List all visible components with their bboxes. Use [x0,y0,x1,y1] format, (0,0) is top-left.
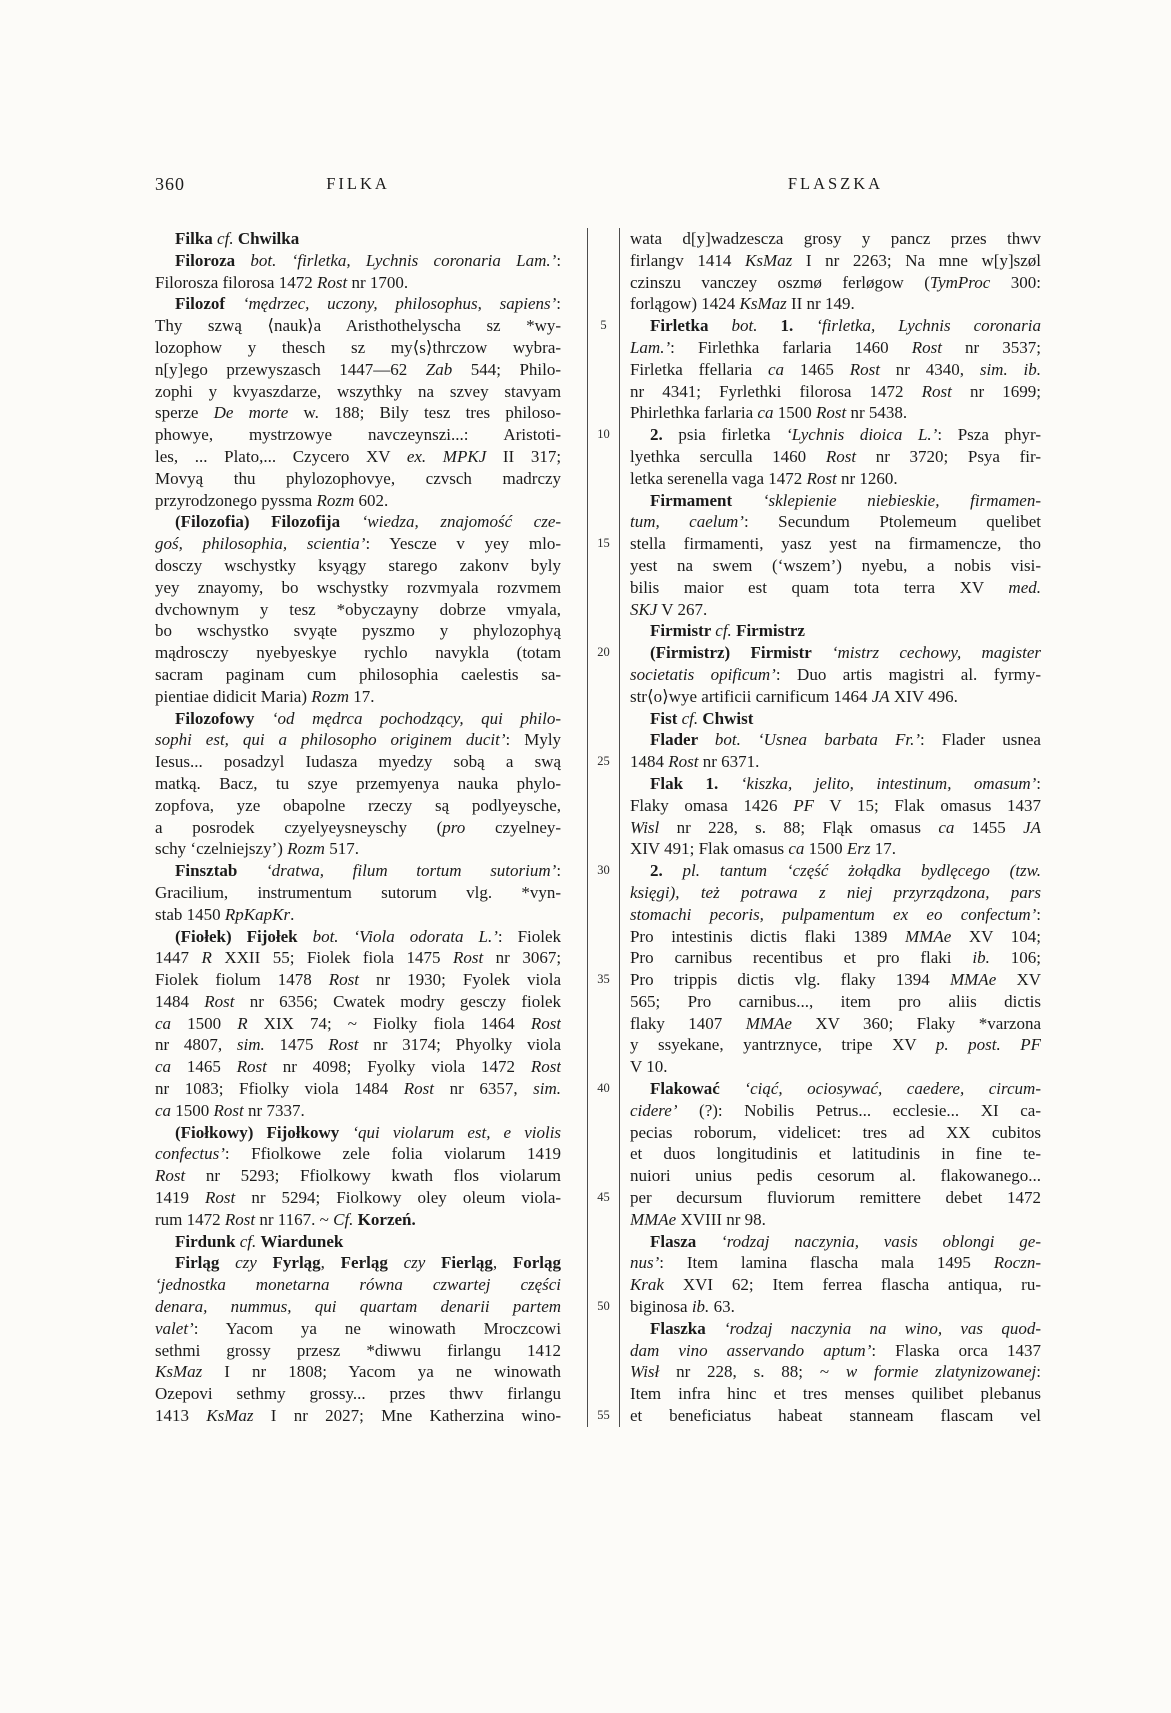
text-line: zopfova, yze obapolne rzeczy są podlyeysche, [155,795,562,815]
text-line: (Fiołek) Fijołek bot. ‘Viola odorata L.’: Fiolek [175,926,562,946]
text-line: ca 1500 R XIX 74; ~ Fiolky fiola 1464 Rost [155,1013,562,1033]
text-line: Firletka ffellaria ca 1465 Rost nr 4340, sim. ib. [629,359,1041,379]
text-line: yest na swem (‘wszem’) nyebu, a nobis visi- [629,555,1041,575]
text-line: lozophow y thesch sz my⟨s⟩thrczow wybra- [155,337,562,357]
text-line: Flakować ‘ciąć, ociosywać, caedere, circum- [649,1079,1041,1099]
text-line: pientiae didicit Maria) Rozm 17. [155,686,375,706]
text-line: 1419 Rost nr 5294; Fiolkowy oley oleum viola- [155,1188,562,1208]
text-line: letka serenella vaga 1472 Rost nr 1260. [629,468,898,488]
text-line: societatis opificum’: Duo artis magistri al. fyrmy- [629,664,1041,684]
text-line: księgi), też potrawa z niej przyrządzona, pars [629,882,1041,902]
running-head-right: FLASZKA [787,174,884,193]
text-line: KsMaz I nr 1808; Yacom ya ne winowath [155,1362,562,1382]
text-line: Pro intestinis dictis flaki 1389 MMAe XV 104; [629,926,1041,946]
text-line: nr 4341; Fyrlethki filorosa 1472 Rost nr 1699; [629,381,1041,401]
text-line: Firletka bot. 1. ‘firletka, Lychnis coronaria [649,316,1041,336]
text-line: dosczy wschystky ksyągy starego zakonv byly [155,555,562,575]
text-line: y ssyekane, yantrznyce, tripe XV p. post. PF [629,1035,1041,1055]
text-line: stella firmamenti, yasz yest na firmamencze, tho [629,534,1041,554]
text-line: Flak 1. ‘kiszka, jelito, intestinum, omasum’: [649,773,1041,793]
text-line: sacram paginam cum philosophia caelestis sa- [155,664,562,684]
text-line: XIV 491; Flak omasus ca 1500 Erz 17. [629,839,896,859]
line-number: 30 [597,863,610,878]
text-line: MMAe XVIII nr 98. [629,1209,766,1229]
text-line: Phirlethka farlaria ca 1500 Rost nr 5438. [629,403,908,423]
text-line: lyethka serculla 1460 Rost nr 3720; Psya fir- [629,446,1041,466]
running-header [155,172,1041,196]
text-line: Wisł nr 228, s. 88; ~ w formie zlatynizowanej: [629,1362,1041,1382]
text-line: firlangv 1414 KsMaz I nr 2263; Na mne w[y]szøl [629,250,1041,270]
text-line: et duos longitudinis et latitudinis in fine te- [629,1144,1041,1164]
text-line: goś, philosophia, scientia’: Yescze v yey mlo- [155,534,562,554]
line-number: 35 [597,972,610,987]
text-line: a posrodek czyelyeysneyschy (pro czyelney- [155,817,562,837]
text-line: Filozof ‘mędrzec, uczony, philosophus, sapiens’: [175,294,562,314]
text-line: pecias roborum, videlicet: tres ad XX cubitos [629,1122,1041,1142]
text-line: Fist cf. Chwist [649,708,754,728]
text-line: Krak XVI 62; Item ferrea flascha antiqua, ru- [629,1275,1041,1295]
text-line: Rost nr 5293; Ffiolkowy kwath flos violarum [155,1166,562,1186]
text-line: str⟨o⟩wye artificii carnificum 1464 JA XIV 496. [629,686,958,706]
text-line: phowye, mystrzowye navczeynszi...: Aristoti- [155,425,562,445]
text-line: Wisl nr 228, s. 88; Fląk omasus ca 1455 JA [629,817,1041,837]
text-line: V 10. [629,1057,668,1077]
text-body [155,228,1041,1427]
text-line: bilis maior est quam tota terra XV med. [629,577,1041,597]
text-line: sethmi grossy przesz *diwwu firlangu 1412 [155,1340,562,1360]
text-line: Movyą thu phylozophovye, czvsch madrczy [155,468,562,488]
text-line: nr 1083; Ffiolky viola 1484 Rost nr 6357, sim. [155,1079,562,1099]
text-line: (Firmistrz) Firmistr ‘mistrz cechowy, magister [649,643,1041,663]
text-line: 1447 R XXII 55; Fiolek fiola 1475 Rost nr 3067; [155,948,562,968]
text-line: Fiolek fiolum 1478 Rost nr 1930; Fyolek viola [155,970,562,990]
line-number: 50 [597,1299,610,1314]
text-line: et beneficiatus habeat stanneam flascam vel [629,1406,1041,1426]
text-line: forlągow) 1424 KsMaz II nr 149. [629,294,855,314]
text-line: Pro trippis dictis vlg. flaky 1394 MMAe XV [629,970,1041,990]
text-line: sophi est, qui a philosopho originem ducit’: Myly [155,730,562,750]
page-content [155,172,1041,1427]
text-line: cidere’ (?): Nobilis Petrus... ecclesie... XI ca- [629,1100,1041,1120]
text-line: flaky 1407 MMAe XV 360; Flaky *varzona [629,1013,1041,1033]
left-column [155,228,561,1427]
text-line: Thy szwą ⟨nauk⟩a Aristhothelyscha sz *wy- [155,316,562,336]
text-line: Filoroza bot. ‘firletka, Lychnis coronaria Lam.’: [175,250,562,270]
text-line: 1413 KsMaz I nr 2027; Mne Katherzina wino- [155,1406,562,1426]
text-line: tum, caelum’: Secundum Ptolemeum quelibet [629,512,1041,532]
text-line: Flasza ‘rodzaj naczynia, vasis oblongi ge- [649,1231,1041,1251]
text-line: ‘jednostka monetarna równa czwartej części [155,1275,562,1295]
line-number: 40 [597,1081,610,1096]
text-line: Firmament ‘sklepienie niebieskie, firmamen- [649,490,1041,510]
text-line: przyrodzonego pyssma Rozm 602. [155,490,389,510]
text-line: denara, nummus, qui quartam denarii partem [155,1297,562,1317]
text-line: per decursum fluviorum remittere debet 1472 [629,1188,1041,1208]
text-line: stomachi pecoris, pulpamentum ex eo confectum’: [629,904,1041,924]
text-line: (Filozofia) Filozofija ‘wiedza, znajomość cze- [175,512,562,532]
text-line: nus’: Item lamina flascha mala 1495 Roczn- [629,1253,1041,1273]
line-number-gutter [587,228,620,1427]
text-line: zophi y kvyaszdarze, wszythky na szvey stavyam [155,381,562,401]
text-line: ca 1500 Rost nr 7337. [155,1100,305,1120]
text-line: wata d[y]wadzescza grosy y pancz przes thwv [629,229,1041,248]
text-line: Pro carnibus recentibus et pro flaki ib. 106; [629,948,1041,968]
text-line: Flaszka ‘rodzaj naczynia na wino, vas quod- [649,1318,1041,1338]
text-line: Item infra hinc et tres menses quilibet plebanus [629,1384,1041,1404]
text-line: Finsztab ‘dratwa, filum tortum sutorium’: [175,861,562,881]
text-line: yey znayomy, bo wschystky rozvmyala rozvmem [155,577,562,597]
text-line: Filozofowy ‘od mędrca pochodzący, qui philo- [175,708,562,728]
text-line: biginosa ib. 63. [629,1297,735,1317]
right-column [630,228,1041,1427]
text-line: Firląg czy Fyrląg, Ferląg czy Fierląg, Forląg [175,1253,562,1273]
text-line: 565; Pro carnibus..., item pro aliis dictis [629,991,1041,1011]
text-line: valet’: Yacom ya ne winowath Mroczcowi [155,1318,562,1338]
running-head-left: FILKA [326,174,390,193]
line-number: 55 [597,1408,610,1423]
text-line: dvchownym y tesz *obyczayny dobrze vmyala, [155,599,562,619]
line-number: 5 [600,318,607,333]
page-number: 360 [155,174,185,194]
text-line: mądrosczy nyebyeskye rychlo navykla (totam [155,643,562,663]
text-line: Ozepovi sethmy grossy... przes thwv firlangu [155,1384,562,1404]
text-line: Filka cf. Chwilka [175,229,300,248]
text-line: schy ‘czelniejszy’) Rozm 517. [155,839,359,859]
text-line: stab 1450 RpKapKr. [155,904,295,924]
text-line: nr 4807, sim. 1475 Rost nr 3174; Phyolky viola [155,1035,562,1055]
line-number: 45 [597,1190,610,1205]
text-line: czinszu vanczey oszmø ferløgow (TymProc 300: [629,272,1041,292]
text-line: ca 1465 Rost nr 4098; Fyolky viola 1472 Rost [155,1057,562,1077]
text-line: 2. pl. tantum ‘część żołądka bydlęcego (tzw. [649,861,1041,881]
text-line: Iesus... posadzyl Iudasza myedzy sobą a swą [155,752,562,772]
text-line: les, ... Plato,... Czycero XV ex. MPKJ II 317; [155,446,562,466]
text-line: (Fiołkowy) Fijołkowy ‘qui violarum est, e violis [175,1122,562,1142]
running-head-spacer [561,172,630,196]
text-line: Firdunk cf. Wiardunek [175,1231,344,1251]
text-line: Flader bot. ‘Usnea barbata Fr.’: Flader usnea [649,730,1041,750]
text-line: rum 1472 Rost nr 1167. ~ Cf. Korzeń. [155,1209,416,1229]
text-line: n[y]ego przewyszasch 1447—62 Zab 544; Philo- [155,359,562,379]
text-line: matką. Bacz, tu szye przemyenya nauka phylo- [155,773,562,793]
text-line: 1484 Rost nr 6371. [629,752,760,772]
text-line: SKJ V 267. [629,599,708,619]
text-line: Gracilium, instrumentum sutorum vlg. *vyn- [155,882,562,902]
text-line: bo wschystko svyąte pyszmo y phylozophyą [155,621,562,641]
text-line: Flaky omasa 1426 PF V 15; Flak omasus 1437 [629,795,1041,815]
line-number: 25 [597,754,610,769]
text-line: dam vino asservando aptum’: Flaska orca 1437 [629,1340,1041,1360]
line-number: 20 [597,645,610,660]
text-line: Filorosza filorosa 1472 Rost nr 1700. [155,272,409,292]
text-line: nuiori unius pedis cesorum al. flakowanego... [629,1166,1041,1186]
line-number: 10 [597,427,610,442]
text-line: 2. psia firletka ‘Lychnis dioica L.’: Psza phyr- [649,425,1041,445]
text-line: Lam.’: Firlethka farlaria 1460 Rost nr 3537; [629,337,1041,357]
text-line: 1484 Rost nr 6356; Cwatek modry gesczy fiolek [155,991,562,1011]
text-line: sperze De morte w. 188; Bily tesz tres philoso- [155,403,562,423]
text-line: Firmistr cf. Firmistrz [649,621,805,641]
line-number: 15 [597,536,610,551]
text-line: confectus’: Ffiolkowe zele folia violarum 1419 [155,1144,562,1164]
